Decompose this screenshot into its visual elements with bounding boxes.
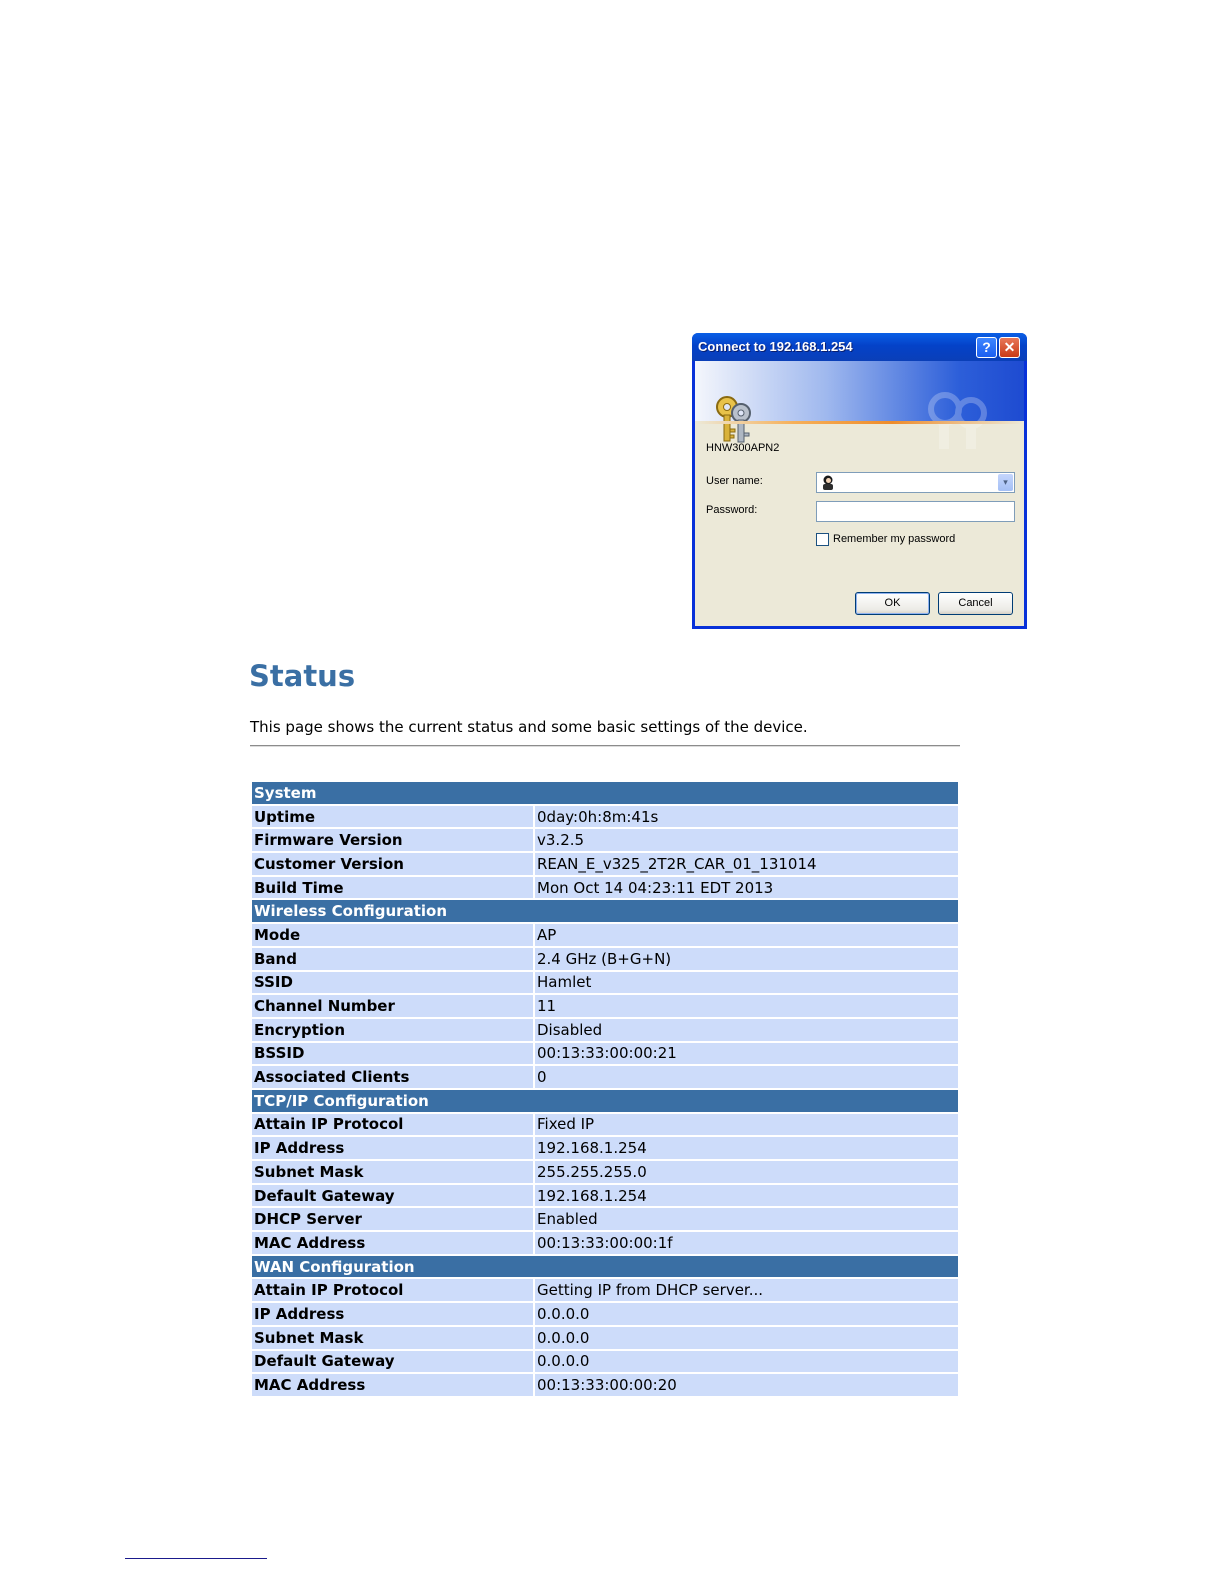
table-row [252, 1327, 958, 1349]
section-title: TCP/IP Configuration [252, 1090, 958, 1112]
row-label: MAC Address [252, 1232, 533, 1254]
row-label: Default Gateway [252, 1185, 533, 1207]
table-row [252, 1279, 958, 1301]
row-value: Mon Oct 14 04:23:11 EDT 2013 [535, 877, 958, 899]
table-row [252, 1114, 958, 1136]
row-label: Attain IP Protocol [252, 1114, 533, 1136]
page-description: This page shows the current status and some basic settings of the device. [250, 718, 808, 736]
banner-divider [695, 421, 1024, 424]
page-title: Status [249, 659, 356, 693]
row-value: REAN_E_v325_2T2R_CAR_01_131014 [535, 853, 958, 875]
section-header [252, 900, 958, 922]
table-row [252, 995, 958, 1017]
table-row [252, 948, 958, 970]
row-value: 00:13:33:00:00:21 [535, 1043, 958, 1065]
row-value: Enabled [535, 1208, 958, 1230]
row-value: Disabled [535, 1019, 958, 1041]
row-label: Attain IP Protocol [252, 1279, 533, 1301]
row-value: v3.2.5 [535, 829, 958, 851]
table-row [252, 853, 958, 875]
table-row [252, 972, 958, 994]
help-button[interactable]: ? [976, 337, 997, 358]
table-row [252, 1161, 958, 1183]
row-label: Customer Version [252, 853, 533, 875]
row-label: Band [252, 948, 533, 970]
row-label: Mode [252, 924, 533, 946]
section-header [252, 1090, 958, 1112]
row-label: Uptime [252, 806, 533, 828]
row-label: MAC Address [252, 1374, 533, 1396]
row-value: Fixed IP [535, 1114, 958, 1136]
section-title: Wireless Configuration [252, 900, 958, 922]
user-name-input[interactable] [816, 472, 1015, 493]
cancel-button[interactable]: Cancel [938, 592, 1013, 615]
close-button[interactable]: ✕ [999, 337, 1020, 358]
row-value: 0.0.0.0 [535, 1327, 958, 1349]
table-row [252, 806, 958, 828]
row-value: 00:13:33:00:00:1f [535, 1232, 958, 1254]
user-name-label: User name: [706, 475, 763, 487]
row-value: Getting IP from DHCP server... [535, 1279, 958, 1301]
table-row [252, 1232, 958, 1254]
row-value: 0.0.0.0 [535, 1351, 958, 1373]
status-table [250, 780, 960, 1398]
row-label: Subnet Mask [252, 1327, 533, 1349]
row-value: Hamlet [535, 972, 958, 994]
table-row [252, 1351, 958, 1373]
user-name-dropdown-button[interactable]: ▾ [998, 474, 1013, 491]
row-label: Firmware Version [252, 829, 533, 851]
table-row [252, 1303, 958, 1325]
table-row [252, 924, 958, 946]
dialog-titlebar[interactable] [692, 333, 1027, 361]
dialog-title: Connect to 192.168.1.254 [698, 339, 853, 354]
row-value: 00:13:33:00:00:20 [535, 1374, 958, 1396]
row-label: Default Gateway [252, 1351, 533, 1373]
remember-password-label[interactable]: Remember my password [833, 533, 956, 545]
row-value: AP [535, 924, 958, 946]
remember-password-checkbox[interactable] [816, 533, 829, 546]
section-header [252, 782, 958, 804]
row-label: Build Time [252, 877, 533, 899]
table-row [252, 1137, 958, 1159]
password-label: Password: [706, 504, 758, 516]
table-row [252, 1043, 958, 1065]
row-value: 11 [535, 995, 958, 1017]
row-label: SSID [252, 972, 533, 994]
row-label: IP Address [252, 1137, 533, 1159]
row-value: 192.168.1.254 [535, 1185, 958, 1207]
table-row [252, 1019, 958, 1041]
row-value: 0 [535, 1066, 958, 1088]
row-value: 2.4 GHz (B+G+N) [535, 948, 958, 970]
table-row [252, 829, 958, 851]
row-label: IP Address [252, 1303, 533, 1325]
divider [250, 745, 960, 747]
table-row [252, 1374, 958, 1396]
table-row [252, 877, 958, 899]
keys-icon [711, 393, 757, 445]
row-label: Channel Number [252, 995, 533, 1017]
realm-text: HNW300APN2 [706, 442, 780, 454]
ok-button[interactable]: OK [855, 592, 930, 615]
row-value: 255.255.255.0 [535, 1161, 958, 1183]
table-row [252, 1066, 958, 1088]
section-title: WAN Configuration [252, 1256, 958, 1278]
row-label: Associated Clients [252, 1066, 533, 1088]
row-label: DHCP Server [252, 1208, 533, 1230]
dialog-banner [695, 361, 1024, 421]
table-row [252, 1185, 958, 1207]
footer-divider [125, 1558, 267, 1559]
password-input[interactable] [816, 501, 1015, 522]
keys-watermark-icon [923, 391, 993, 449]
row-value: 0.0.0.0 [535, 1303, 958, 1325]
user-icon [821, 475, 835, 490]
row-label: Encryption [252, 1019, 533, 1041]
row-value: 192.168.1.254 [535, 1137, 958, 1159]
section-header [252, 1256, 958, 1278]
section-title: System [252, 782, 958, 804]
table-row [252, 1208, 958, 1230]
login-dialog [692, 333, 1027, 629]
row-label: BSSID [252, 1043, 533, 1065]
row-label: Subnet Mask [252, 1161, 533, 1183]
row-value: 0day:0h:8m:41s [535, 806, 958, 828]
